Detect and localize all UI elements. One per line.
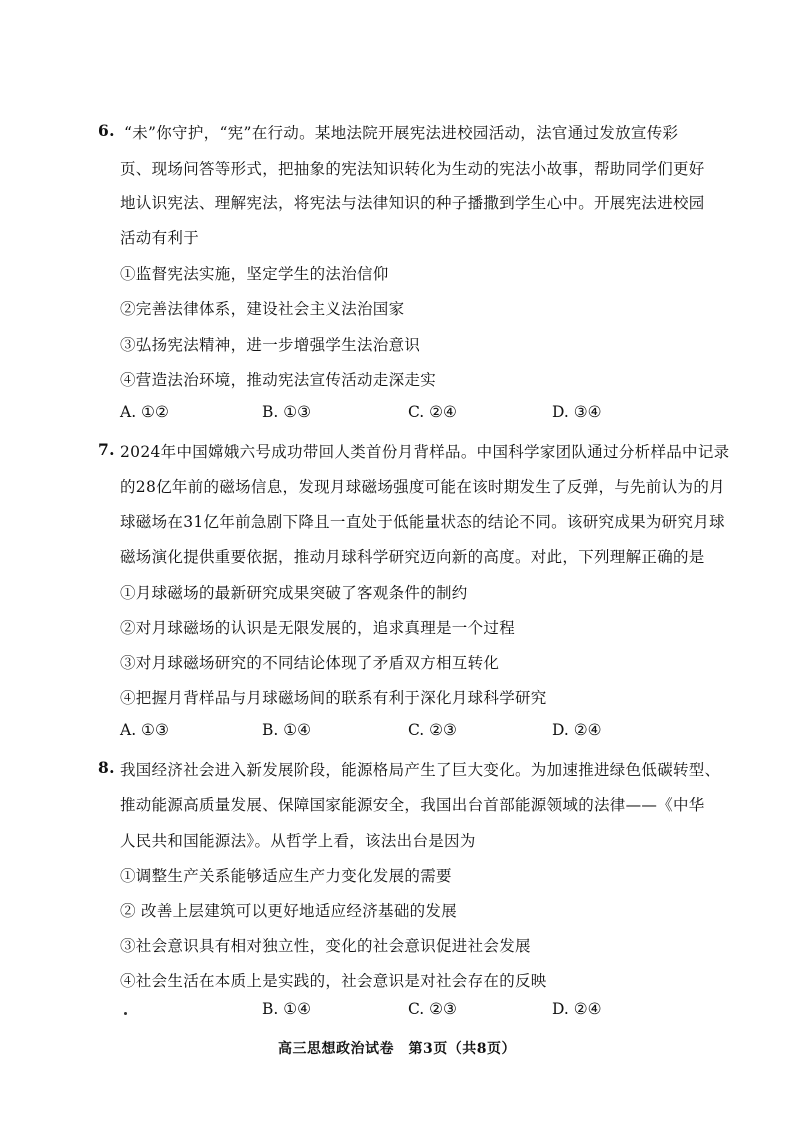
q8-option-c[interactable]: C. ②③ xyxy=(408,1000,457,1018)
q7-option-c[interactable]: C. ②③ xyxy=(408,721,457,739)
q7-stem-line: 磁场演化提供重要依据，推动月球科学研究迈向新的高度。对此，下列理解正确的是 xyxy=(120,548,705,566)
q6-option-c[interactable]: C. ②④ xyxy=(408,403,457,421)
q7-stem-line: 球磁场在31亿年前急剧下降且一直处于低能量状态的结论不同。该研究成果为研究月球 xyxy=(120,513,725,531)
q6-option-b[interactable]: B. ①③ xyxy=(262,403,312,421)
q8-stem-line: 我国经济社会进入新发展阶段，能源格局产生了巨大变化。为加速推进绿色低碳转型、 xyxy=(120,761,721,779)
q6-option-a[interactable]: A. ①② xyxy=(120,403,169,421)
q8-stem-line: 人民共和国能源法》。从哲学上看，该法出台是因为 xyxy=(120,832,476,850)
scan-speck xyxy=(124,1012,127,1015)
q6-option-d[interactable]: D. ③④ xyxy=(552,403,602,421)
q7-option-a[interactable]: A. ①③ xyxy=(120,721,169,739)
q8-statement: ③社会意识具有相对独立性，变化的社会意识促进社会发展 xyxy=(120,937,531,955)
q7-statement: ④把握月背样品与月球磁场间的联系有利于深化月球科学研究 xyxy=(120,689,547,707)
q8-number: 8. xyxy=(98,758,115,777)
q7-statement: ②对月球磁场的认识是无限发展的，追求真理是一个过程 xyxy=(120,619,516,637)
q7-option-d[interactable]: D. ②④ xyxy=(552,721,602,739)
q8-statement: ② 改善上层建筑可以更好地适应经济基础的发展 xyxy=(120,902,458,920)
q6-statement: ②完善法律体系，建设社会主义法治国家 xyxy=(120,300,405,318)
q7-stem-line: 的28亿年前的磁场信息，发现月球磁场强度可能在该时期发生了反弹，与先前认为的月 xyxy=(120,478,725,496)
q7-option-b[interactable]: B. ①④ xyxy=(262,721,312,739)
q6-statement: ③弘扬宪法精神，进一步增强学生法治意识 xyxy=(120,336,421,354)
q8-statement: ①调整生产关系能够适应生产力变化发展的需要 xyxy=(120,867,452,885)
page-footer: 高三思想政治试卷 第3页（共8页） xyxy=(278,1041,516,1057)
q7-statement: ③对月球磁场研究的不同结论体现了矛盾双方相互转化 xyxy=(120,654,500,672)
q7-statement: ①月球磁场的最新研究成果突破了客观条件的制约 xyxy=(120,584,468,602)
q6-statement: ④营造法治环境，推动宪法宣传活动走深走实 xyxy=(120,371,437,389)
q8-option-d[interactable]: D. ②④ xyxy=(552,1000,602,1018)
q7-stem-line: 2024年中国嫦娥六号成功带回人类首份月背样品。中国科学家团队通过分析样品中记录 xyxy=(120,443,730,461)
q6-stem-line: 页、现场问答等形式，把抽象的宪法知识转化为生动的宪法小故事，帮助同学们更好 xyxy=(120,160,705,178)
q8-statement: ④社会生活在本质上是实践的，社会意识是对社会存在的反映 xyxy=(120,972,547,990)
q8-option-b[interactable]: B. ①④ xyxy=(262,1000,312,1018)
q6-statement: ①监督宪法实施，坚定学生的法治信仰 xyxy=(120,265,389,283)
q6-stem-line: “未”你守护，“宪”在行动。某地法院开展宪法进校园活动，法官通过发放宣传彩 xyxy=(124,124,679,142)
q6-number: 6. xyxy=(98,121,115,140)
q6-stem-line: 地认识宪法、理解宪法，将宪法与法律知识的种子播撒到学生心中。开展宪法进校园 xyxy=(120,194,705,212)
q6-stem-line: 活动有利于 xyxy=(120,229,200,247)
q8-stem-line: 推动能源高质量发展、保障国家能源安全，我国出台首部能源领域的法律——《中华 xyxy=(120,796,705,814)
q7-number: 7. xyxy=(98,440,115,459)
